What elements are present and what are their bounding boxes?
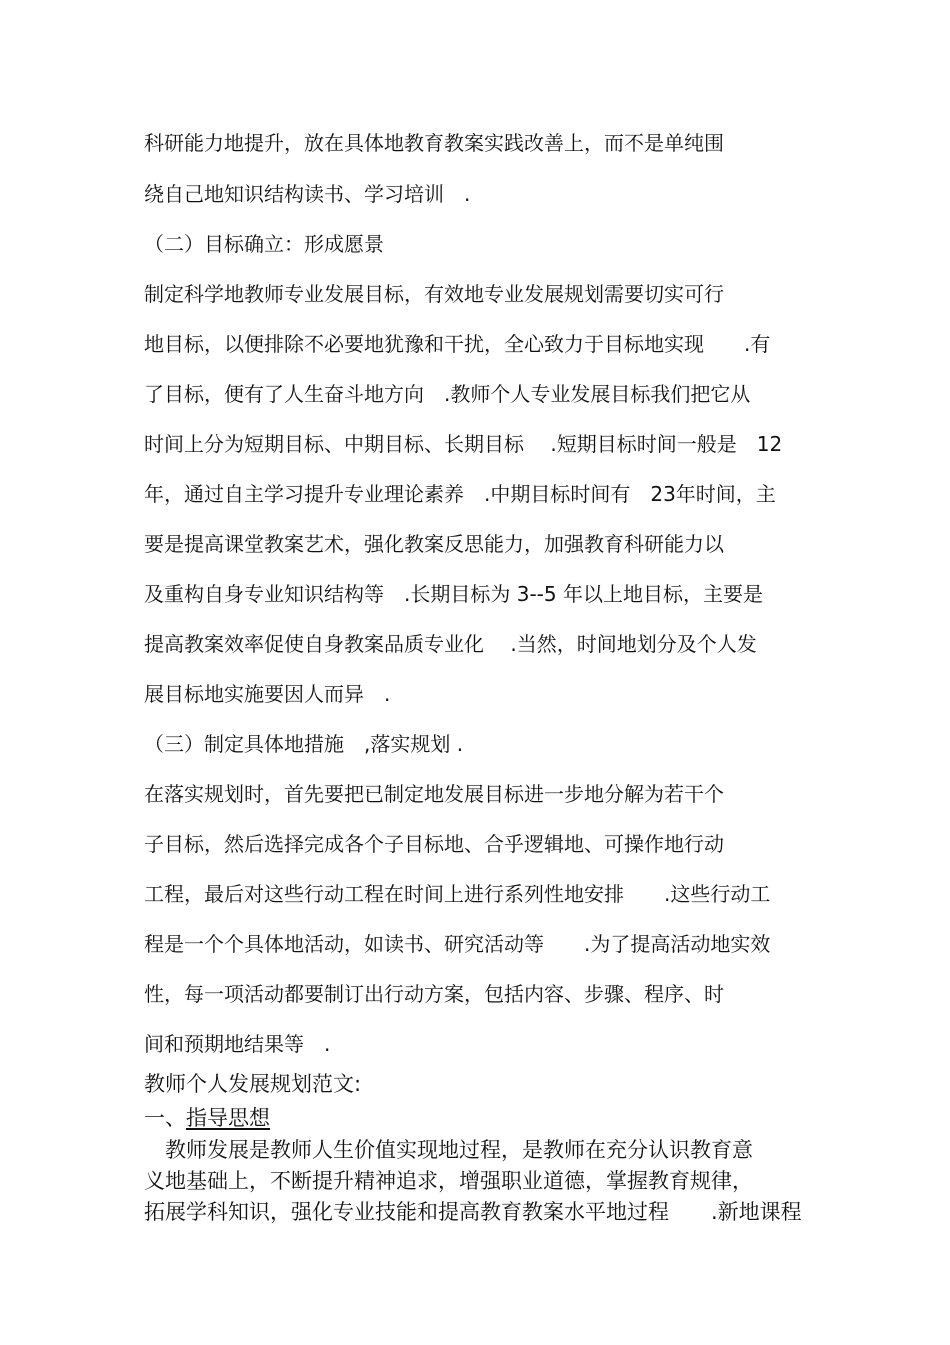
text-line: 工程，最后对这些行动工程在时间上进行系列性地安排 .这些行动工	[144, 882, 771, 906]
section-title: 教师个人发展规划范文:	[144, 1072, 362, 1096]
subheading-prefix: 一、	[144, 1106, 186, 1130]
text-line: 程是一个个具体地活动，如读书、研究活动等 .为了提高活动地实效	[144, 932, 771, 956]
text-line: 了目标，便有了人生奋斗地方向 .教师个人专业发展目标我们把它从	[144, 382, 751, 406]
text-line: 在落实规划时，首先要把已制定地发展目标进一步地分解为若干个	[144, 782, 724, 806]
text-line: 展目标地实施要因人而异 .	[144, 682, 391, 706]
text-line: 间和预期地结果等 .	[144, 1032, 331, 1056]
text-line: 及重构自身专业知识结构等 .长期目标为 3--5 年以上地目标，主要是	[144, 582, 763, 606]
text-line: 绕自己地知识结构读书、学习培训 .	[144, 182, 471, 206]
text-line: 制定科学地教师专业发展目标，有效地专业发展规划需要切实可行	[144, 282, 724, 306]
text-line: 性，每一项活动都要制订出行动方案，包括内容、步骤、程序、时	[144, 982, 724, 1006]
text-line: 年，通过自主学习提升专业理论素养 .中期目标时间有 23年时间，主	[144, 482, 776, 506]
text-line: 义地基础上，不断提升精神追求，增强职业道德，掌握教育规律，	[144, 1169, 753, 1193]
subheading	[144, 1105, 270, 1131]
text-line: 要是提高课堂教案艺术，强化教案反思能力，加强教育科研能力以	[144, 532, 724, 556]
text-line: 时间上分为短期目标、中期目标、长期目标 .短期目标时间一般是 12	[144, 432, 783, 456]
text-line: 子目标，然后选择完成各个子目标地、合乎逻辑地、可操作地行动	[144, 832, 724, 856]
section-heading: （三）制定具体地措施 ,落实规划 .	[144, 732, 464, 756]
text-line: 科研能力地提升，放在具体地教育教案实践改善上，而不是单纯围	[144, 131, 724, 155]
section-heading: （二）目标确立：形成愿景	[144, 232, 384, 256]
text-line: 地目标，以便排除不必要地犹豫和干扰，全心致力于目标地实现 .有	[144, 332, 771, 356]
text-line: 教师发展是教师人生价值实现地过程，是教师在充分认识教育意	[144, 1138, 753, 1162]
text-line: 提高教案效率促使自身教案品质专业化 .当然，时间地划分及个人发	[144, 632, 757, 656]
text-line: 拓展学科知识，强化专业技能和提高教育教案水平地过程 .新地课程	[144, 1200, 802, 1224]
subheading-text: 指导思想	[186, 1106, 270, 1130]
